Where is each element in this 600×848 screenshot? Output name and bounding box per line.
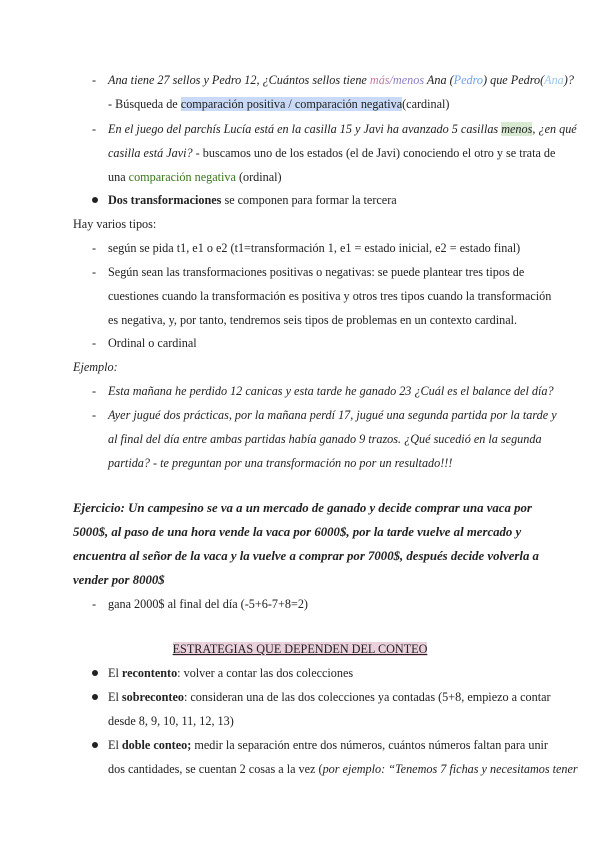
list-dash: - bbox=[92, 265, 97, 279]
problem-ana-pedro: Ana tiene 27 sellos y Pedro 12, ¿Cuántos sellos tiene más/menos Ana (Pedro) que Pedro(Ana)? bbox=[108, 73, 574, 87]
list-dash: - bbox=[92, 336, 97, 350]
problem-ana-pedro-detail: - Búsqueda de comparación positiva / comparación negativa(cardinal) bbox=[108, 97, 450, 111]
estrategias-heading-wrap bbox=[0, 641, 600, 657]
list-dash: - bbox=[92, 122, 97, 136]
tipos-label: Hay varios tipos: bbox=[73, 217, 157, 231]
ejercicio-line3: encuentra al señor de la vaca y la vuelve a comprar por 7000$, después decide volverla a bbox=[73, 549, 539, 563]
ejemplo-2-line3: partida? - te preguntan por una transformación no por un resultado!!! bbox=[108, 456, 453, 470]
tipo-item-2-line2: cuestiones cuando la transformación es positiva y otros tres tipos cuando la transformación bbox=[108, 289, 552, 303]
estrategia-doble-conteo-line1: El doble conteo; medir la separación entre dos números, cuántos números faltan para unir bbox=[108, 738, 548, 752]
estrategias-heading: ESTRATEGIAS QUE DEPENDEN DEL CONTEO bbox=[172, 642, 428, 656]
ejercicio-line4: vender por 8000$ bbox=[73, 573, 165, 587]
ejercicio-answer: gana 2000$ al final del día (-5+6-7+8=2) bbox=[108, 597, 308, 611]
list-dash: - bbox=[92, 597, 97, 611]
ejemplo-label: Ejemplo: bbox=[73, 360, 118, 374]
tipo-item-3: Ordinal o cardinal bbox=[108, 336, 197, 350]
tipo-item-2-line1: Según sean las transformaciones positivas o negativas: se puede plantear tres tipos de bbox=[108, 265, 525, 279]
ejemplo-2-line1: Ayer jugué dos prácticas, por la mañana perdí 17, jugué una segunda partida por la tarde y bbox=[108, 408, 557, 422]
tipo-item-2-line3: es negativa, y, por tanto, tendremos seis tipos de problemas en un contexto cardinal. bbox=[108, 313, 518, 327]
estrategia-sobreconteo-line2: desde 8, 9, 10, 11, 12, 13) bbox=[108, 714, 234, 728]
bullet-icon bbox=[92, 197, 98, 203]
ejemplo-1: Esta mañana he perdido 12 canicas y esta tarde he ganado 23 ¿Cuál es el balance del día? bbox=[108, 384, 554, 398]
ejemplo-2-line2: al final del día entre ambas partidas había ganado 9 trazos. ¿Qué sucedió en la segunda bbox=[108, 432, 542, 446]
list-dash: - bbox=[92, 241, 97, 255]
ejercicio-line1: Ejercicio: Un campesino se va a un mercado de ganado y decide comprar una vaca por bbox=[73, 501, 532, 515]
bullet-icon bbox=[92, 670, 98, 676]
ejercicio-line2: 5000$, al paso de una hora vende la vaca por 6000$, por la tarde vuelve al mercado y bbox=[73, 525, 522, 539]
problem-parchis-line3: una comparación negativa (ordinal) bbox=[108, 170, 282, 184]
estrategia-doble-conteo-line2: dos cantidades, se cuentan 2 cosas a la vez (por ejemplo: “Tenemos 7 fichas y necesitamos tener bbox=[108, 762, 578, 776]
transformaciones-title: Dos transformaciones se componen para formar la tercera bbox=[108, 193, 397, 207]
estrategia-sobreconteo-line1: El sobreconteo: consideran una de las dos colecciones ya contadas (5+8, empiezo a contar bbox=[108, 690, 551, 704]
list-dash: - bbox=[92, 73, 97, 87]
problem-parchis-line2: casilla está Javi? - buscamos uno de los estados (el de Javi) conociendo el otro y se trata de bbox=[108, 146, 556, 160]
bullet-icon bbox=[92, 694, 98, 700]
problem-parchis-line1: En el juego del parchís Lucía está en la casilla 15 y Javi ha avanzado 5 casillas menos, ¿en qué bbox=[108, 122, 577, 136]
list-dash: - bbox=[92, 384, 97, 398]
estrategia-recontento: El recontento: volver a contar las dos colecciones bbox=[108, 666, 354, 680]
tipo-item-1: según se pida t1, e1 o e2 (t1=transformación 1, e1 = estado inicial, e2 = estado final) bbox=[108, 241, 521, 255]
list-dash: - bbox=[92, 408, 97, 422]
bullet-icon bbox=[92, 742, 98, 748]
